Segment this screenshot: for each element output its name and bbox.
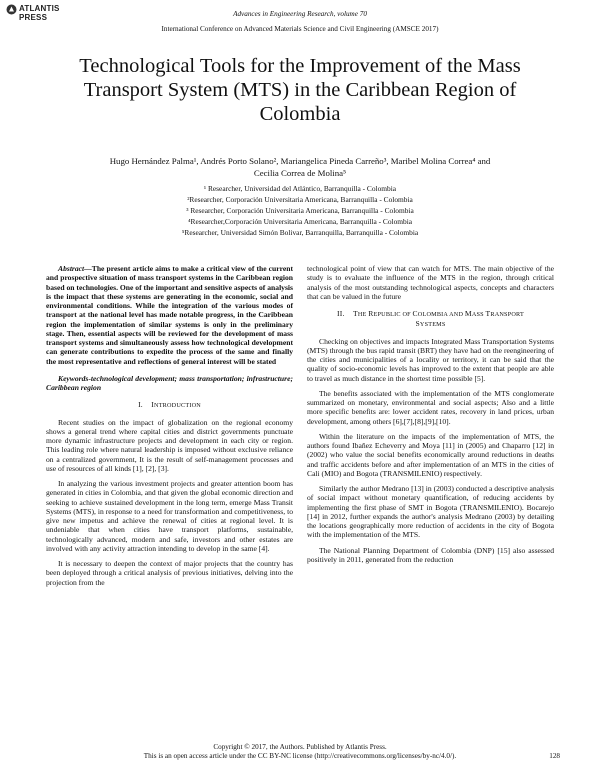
section-title-part: M: [464, 309, 472, 318]
abstract-label: Abstract: [58, 264, 85, 273]
paragraph: The benefits associated with the implementation of the MTS conglomerate summarized on monetary, environmental and social aspects; Also and a little more specific benefits are: lower accident rates, recovery in land prices, urban development, among others [6],[7],[8],[9],[10].: [307, 388, 554, 426]
section-title-part: C: [412, 309, 418, 318]
section-title-part: HE: [357, 311, 369, 318]
page-number: 128: [549, 752, 560, 760]
section-title-part: R: [368, 309, 374, 318]
paragraph: Checking on objectives and impacts Integrated Mass Transportation Systems (MTS) through the bus rapid transit (BRT) they have had on the reengineering of the cities and municipalities of a locality or territory, it can be said that the quality of socio-economic levels has improved to the extent that people are able to travel as much distance in the shortest time possible [5].: [307, 336, 554, 383]
paragraph: The National Planning Department of Colombia (DNP) [15] also assessed positively in 2011, generated from the reduction: [307, 545, 554, 564]
section-heading-introduction: [46, 400, 293, 410]
authors-line: Cecilia Correa de Molina⁵: [253, 168, 347, 178]
copyright-line: Copyright © 2017, the Authors. Published by Atlantis Press.: [213, 743, 387, 751]
paragraph: Similarly the author Medrano [13] in (2003) conducted a descriptive analysis of social impact without monetary quantification, of reducing accidents by implementing the first phase of SMT in Bogota (TRANSMILENIO). Bocarejo [14] in 2012, further expands the author's analysis Medrano (2003) by detailing the locations geographically more reduction of accidents in the city of Bogota with the implementation of the MTS.: [307, 484, 554, 540]
section-number: I.: [138, 400, 143, 410]
section-number: II.: [337, 309, 345, 318]
paragraph: Within the literature on the impacts of the implementation of MTS, the authors found Ibañez Echeverry and Moya [11] in (2005) and Chaparro [12] in (2002) who value the social benefits economically around reductions in deaths and traffic accidents before and after implementation of an MTS in the cities of Cali (MIO) and Bogota (TRANSMILENIO) respectively.: [307, 431, 554, 478]
keywords-text: Keywords-technological development; mass transportation; infrastructure; Caribbean region: [46, 373, 293, 392]
section-title-part: YSTEMS: [419, 321, 446, 329]
abstract-text: —The present article aims to make a critical view of the current and prospective situation of mass transport systems in the Caribbean region based on technologies. One of the important and sensitive aspects of analysis is the impact that these systems are generating in the economic, social and environmental conditions. While the integration of the various modes of transport at the national level has made notable progress, in the Caribbean region the implementation of similar systems is only in the preliminary stage. Then, essential aspects will be reviewed for the development of mass transport systems and simultaneously assess how technological development can generate contributions to expedite the process of the same and finally the most representative and reflections of general interest will be stated: [46, 264, 293, 366]
title-line: Transport System (MTS) in the Caribbean Region of: [83, 79, 517, 101]
section-title-rest: NTRODUCTION: [154, 402, 201, 410]
section-title-part: RANSPORT: [490, 311, 524, 318]
author-list: [60, 155, 540, 179]
logo-line2: PRESS: [19, 12, 48, 22]
section-title-initial: I: [151, 400, 155, 410]
authors-line: Hugo Hernández Palma¹, Andrés Porto Solano², Mariangelica Pineda Carreño³, Maribel Molina Correa⁴ and: [109, 156, 491, 166]
paper-title: [18, 54, 582, 126]
page-footer: [0, 743, 600, 761]
affiliation: ⁵Researcher, Universidad Simón Bolivar, Barranquilla, Barranquilla - Colombia: [181, 228, 419, 237]
title-line: Colombia: [259, 103, 341, 125]
affiliation: ⁴Researcher,Corporación Universitaria Americana, Barranquilla - Colombia: [187, 217, 413, 226]
left-column: [46, 264, 293, 593]
abstract: [46, 264, 293, 366]
affiliation: ¹ Researcher, Universidad del Atlántico, Barranquilla - Colombia: [203, 184, 397, 193]
section-title-part: S: [415, 319, 420, 329]
section-title-part: ASS: [471, 311, 486, 318]
affiliation: ³ Researcher, Corporación Universitaria Americana, Barranquilla - Colombia: [186, 206, 414, 215]
keywords: [46, 374, 293, 393]
paragraph: It is necessary to deepen the context of major projects that the country has been deployed through a critical analysis of previous initiatives, delving into the projection from the: [46, 559, 293, 587]
logo-line1: ATLANTIS: [19, 4, 60, 13]
paragraph: Recent studies on the impact of globalization on the regional economy shows a general trend where capital cities and district governments punctuate more dynamic infrastructure projects and development in each city or region. This leading role where natural leadership is imposed without exclusive reliance on a centralized government, It is the result of self-management processes and use of resources of all kinds [1], [2], [3].: [46, 417, 293, 473]
affiliations: [60, 183, 540, 238]
paragraph-continued: technological point of view that can watch for MTS. The main objective of the study is to evaluate the influence of the MTS in the region, through critical analysis of the most outstanding technological aspects, concepts and characters that can be valued in the future: [307, 264, 554, 301]
section-heading-republic: [307, 309, 554, 330]
journal-name: Advances in Engineering Research, volume 70: [233, 10, 367, 18]
section-title-part: OLOMBIA AND: [417, 311, 465, 318]
title-line: Technological Tools for the Improvement of the Mass: [79, 55, 521, 77]
section-title-part: T: [485, 309, 491, 318]
paragraph: In analyzing the various investment projects and greater attention boom has generated in cities in Colombia, and that given the global economic direction and seeking to achieve sustained development in the long term, emerge Mass Transit Systems (MTS), in response to a need for transformation and competitiveness, to give new impetus and achieve the renewal of cities at regional level. It is undeniable that when cities have transport platforms, sustainable, technologically advanced, modern and safe, investors and other estates are involved with any activity attraction intending to develop in the same [4].: [46, 479, 293, 553]
license-line: This is an open access article under the CC BY-NC license (http://creativecommons.org/licenses/by-nc/4.0/).: [143, 752, 457, 760]
conference-name: International Conference on Advanced Materials Science and Civil Engineering (AMSCE 2017): [161, 25, 439, 33]
section-title-part: T: [353, 309, 358, 318]
right-column: [307, 264, 554, 570]
section-title-part: EPUBLIC OF: [373, 311, 413, 318]
affiliation: ²Researcher, Corporación Universitaria Americana, Barranquilla - Colombia: [187, 195, 413, 204]
